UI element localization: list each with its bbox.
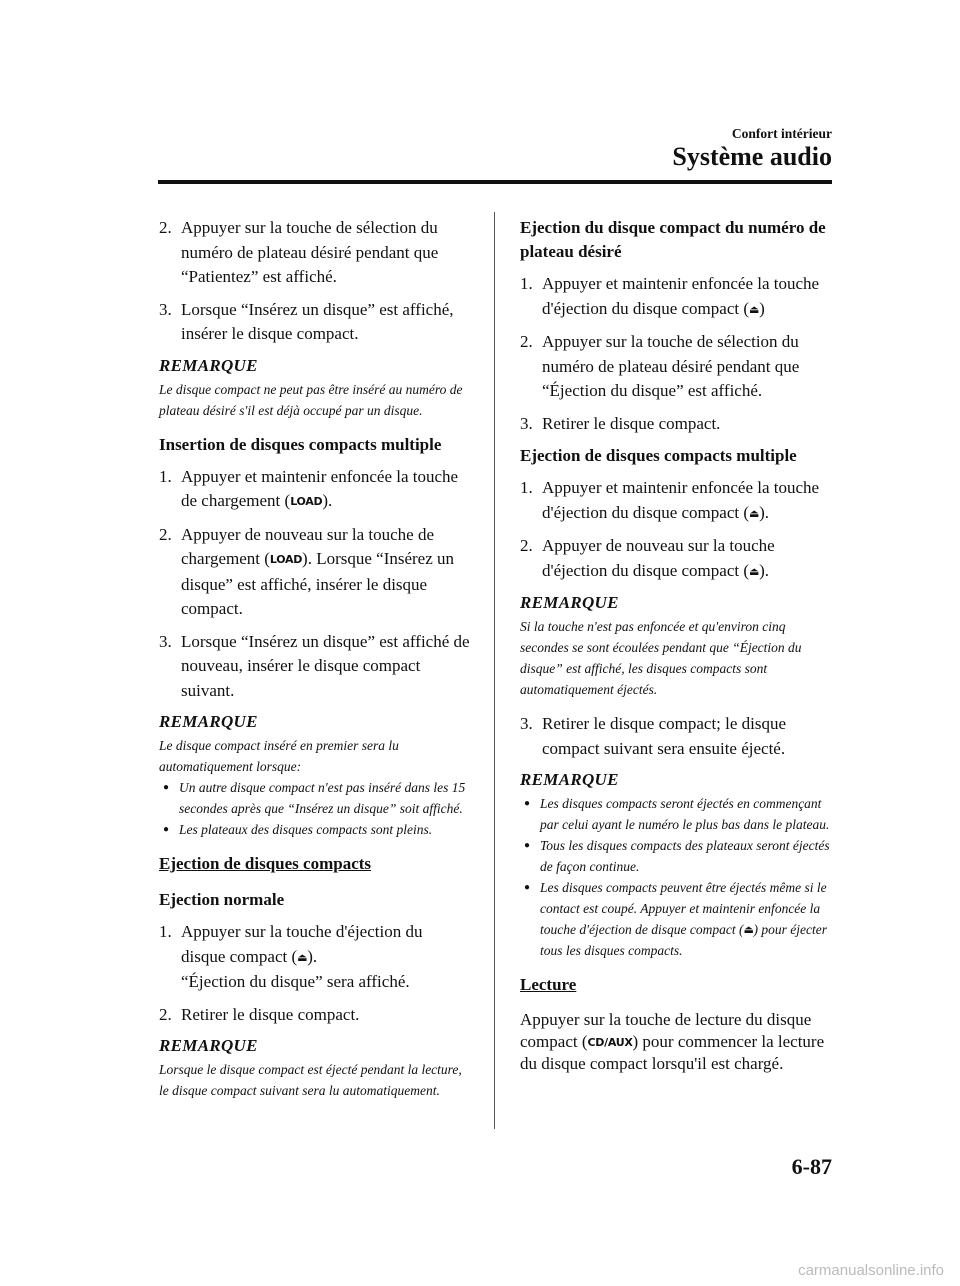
header-section: Confort intérieur xyxy=(731,126,832,141)
step-3: 3. Lorsque “Insérez un disque” est affiché, insérer le disque compact. xyxy=(159,299,454,343)
step-2: 2. Appuyer de nouveau sur la touche de chargement (LOAD). Lorsque “Insérez un disque” est affiché, insérer le disque compact. xyxy=(159,524,455,618)
step-text: Appuyer sur la touche de sélection du numéro de plateau désiré pendant que “Éjection du disque” est affiché. xyxy=(542,332,800,400)
bullet-icon: ● xyxy=(163,824,170,835)
remarque-text: Le disque compact inséré en premier sera lu automatiquement lorsque: xyxy=(159,738,399,774)
remarque-heading: REMARQUE xyxy=(520,593,619,612)
step-text: Retirer le disque compact. xyxy=(181,1004,360,1024)
remarque-heading: REMARQUE xyxy=(159,1036,258,1055)
header-rule xyxy=(158,180,832,184)
remarque-text: Si la touche n'est pas enfoncée et qu'environ cinq secondes se sont écoulées pendant que “Éjection du disque” est affiché, les disques compacts sont automatiquement éjectés. xyxy=(520,619,802,697)
eject-section-title: Ejection de disques compacts xyxy=(159,854,372,873)
step-3: 3. Lorsque “Insérez un disque” est affiché de nouveau, insérer le disque compact suivant. xyxy=(159,631,470,700)
bullet-item: ● Tous les disques compacts des plateaux seront éjectés de façon continue. xyxy=(520,835,832,877)
bullet-icon: ● xyxy=(524,798,531,809)
eject-icon: ⏏ xyxy=(749,506,760,520)
remarque-heading: REMARQUE xyxy=(159,355,258,375)
bullet-icon: ● xyxy=(163,782,170,793)
multi-insert-heading: Insertion de disques compacts multiple xyxy=(159,434,442,454)
step-1: 1. Appuyer et maintenir enfoncée la touche d'éjection du disque compact (⏏). xyxy=(520,476,832,526)
step-2: 2. Appuyer sur la touche de sélection du numéro de plateau désiré pendant que “Éjection du disque” est affiché. xyxy=(520,332,800,400)
load-button-icon: LOAD xyxy=(290,495,323,508)
normal-eject-heading: Ejection normale xyxy=(159,890,285,909)
eject-icon: ⏏ xyxy=(297,950,308,964)
bullet-item: ● Un autre disque compact n'est pas inséré dans les 15 secondes après que “Insérez un disque” soit affiché. xyxy=(159,777,471,819)
step-1: 1. Appuyer sur la touche d'éjection du disque compact (⏏). “Éjection du disque” sera affiché. xyxy=(159,922,423,991)
desired-eject-heading: Ejection du disque compact du numéro de plateau désiré xyxy=(520,218,826,261)
eject-icon: ⏏ xyxy=(743,923,754,936)
watermark: carmanualsonline.info xyxy=(798,1262,944,1279)
step-1: 1. Appuyer et maintenir enfoncée la touche de chargement (LOAD). xyxy=(159,465,471,515)
step-3: 3. Retirer le disque compact. xyxy=(520,413,721,433)
multi-eject-heading: Ejection de disques compacts multiple xyxy=(520,446,797,465)
step-text: Retirer le disque compact; le disque compact suivant sera ensuite éjecté. xyxy=(542,714,787,758)
bullet-item: ● Les disques compacts seront éjectés en commençant par celui ayant le numéro le plus bas dans le plateau. xyxy=(520,793,832,835)
remarque-text: Lorsque le disque compact est éjecté pendant la lecture, le disque compact suivant sera lu automatiquement. xyxy=(159,1062,462,1098)
lecture-text: Appuyer sur la touche de lecture du disque compact (CD/AUX) pour commencer la lecture du disque compact lorsqu'il est chargé. xyxy=(520,1010,825,1073)
remarque-heading: REMARQUE xyxy=(159,712,258,731)
bullet-icon: ● xyxy=(524,840,531,851)
step-2: 2. Appuyer de nouveau sur la touche d'éjection du disque compact (⏏). xyxy=(520,534,832,584)
remarque-heading: REMARQUE xyxy=(520,770,619,789)
header-title: Système audio xyxy=(672,142,832,171)
right-column xyxy=(520,216,832,1075)
step-text: Retirer le disque compact. xyxy=(542,413,721,433)
step-2: 2. Appuyer sur la touche de sélection du numéro de plateau désiré pendant que “Patientez” est affiché. xyxy=(159,218,439,286)
page-number: 6-87 xyxy=(791,1154,832,1179)
bullet-item: ● Les disques compacts peuvent être éjectés même si le contact est coupé. Appuyer et maintenir enfoncée la touche d'éjection de disque compact (⏏) pour éjecter tous les disques compacts. xyxy=(520,877,832,961)
eject-icon: ⏏ xyxy=(749,564,760,578)
eject-icon: ⏏ xyxy=(749,302,760,316)
step-text: Lorsque “Insérez un disque” est affiché, insérer le disque compact. xyxy=(181,299,454,343)
cd-aux-button-icon: CD/AUX xyxy=(587,1035,633,1049)
step-2: 2. Retirer le disque compact. xyxy=(159,1004,360,1024)
bullet-item: ● Les plateaux des disques compacts sont pleins. xyxy=(159,819,471,840)
step-1: 1. Appuyer et maintenir enfoncée la touche d'éjection du disque compact (⏏) xyxy=(520,272,832,322)
remarque-text: Le disque compact ne peut pas être inséré au numéro de plateau désiré s'il est déjà occupé par un disque. xyxy=(159,381,463,418)
lecture-title: Lecture xyxy=(520,975,577,994)
column-divider xyxy=(494,212,495,1129)
left-column xyxy=(159,216,471,1113)
load-button-icon: LOAD xyxy=(269,553,303,566)
step-text: Lorsque “Insérez un disque” est affiché de nouveau, insérer le disque compact suivant. xyxy=(181,631,470,700)
bullet-icon: ● xyxy=(524,882,531,893)
step-text: Appuyer sur la touche de sélection du numéro de plateau désiré pendant que “Patientez” est affiché. xyxy=(181,218,439,286)
step-3: 3. Retirer le disque compact; le disque compact suivant sera ensuite éjecté. xyxy=(520,714,787,758)
